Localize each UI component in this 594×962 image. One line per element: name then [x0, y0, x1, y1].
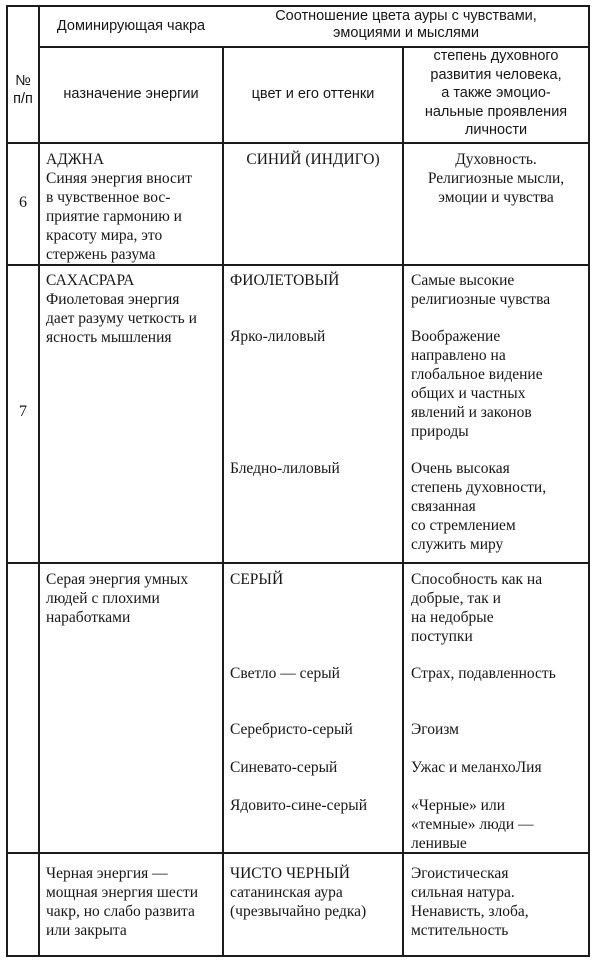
aura-meaning: Воображение направлено на глобальное видение общих и частных явлений и законов природы: [411, 328, 543, 440]
aura-meaning: Эгоистическая сильная натура. Ненависть, злоба, мстительность: [411, 865, 529, 939]
col-divider-num: [38, 5, 40, 957]
header-chakra: Доминирующая чакра: [56, 18, 206, 34]
row-divider-1: [6, 264, 590, 266]
aura-color: ФИОЛЕТОВЫЙ: [230, 272, 340, 289]
aura-meaning: Самые высокие религиозные чувства: [411, 272, 551, 308]
header-num: № п/п: [13, 73, 33, 107]
aura-color: СЕРЫЙ: [230, 571, 284, 588]
aura-color: Светло — серый: [230, 665, 340, 682]
aura-color: ЧИСТО ЧЕРНЫЙ сатанинская аура (чрезвычайно редка): [230, 865, 367, 920]
aura-meaning: Эгоизм: [411, 721, 459, 738]
table-border-left: [6, 5, 8, 957]
aura-color: Ярко-лиловый: [230, 328, 326, 345]
aura-meaning: Способность как на добрые, так и на недобрые поступки: [411, 571, 543, 645]
table-border-top: [6, 5, 590, 7]
table-border-bottom: [6, 955, 590, 957]
aura-meaning: Духовность. Религиозные мысли, эмоции и чувства: [427, 151, 565, 206]
header-energy-purpose: назначение энергии: [63, 86, 199, 102]
aura-color: СИНИЙ (ИНДИГО): [246, 151, 380, 168]
aura-meaning: «Черные» или «темные» люди — ленивые: [411, 797, 534, 852]
header-development: степень духовного развития человека, а также эмоцио- нальные проявления личности: [424, 48, 568, 138]
chakra-description: Черная энергия — мощная энергия шести чакр, но слабо развита или закрыта: [46, 865, 199, 939]
aura-color: Бледно-лиловый: [230, 460, 340, 477]
chakra-description: САХАСРАРА Фиолетовая энергия дает разуму четкость и ясность мышления: [46, 272, 197, 346]
row-num: 7: [19, 403, 27, 420]
chakra-description: Серая энергия умных людей с плохими наработками: [46, 571, 189, 626]
aura-color: Ядовито-сине-серый: [230, 797, 367, 814]
header-color-shades: цвет и его оттенки: [251, 86, 375, 102]
row-divider-2: [6, 562, 590, 564]
header-divider-bottom: [6, 142, 590, 144]
aura-color: Синевато-серый: [230, 759, 338, 776]
chakra-description: АДЖНА Синяя энергия вносит в чувственное вос- приятие гармонию и красоту мира, это стержень разума: [46, 151, 192, 263]
aura-meaning: Страх, подавленность: [411, 665, 556, 682]
table-border-right: [588, 5, 590, 957]
aura-color: Серебристо-серый: [230, 721, 353, 738]
aura-meaning: Очень высокая степень духовности, связанная со стремлением служить миру: [411, 460, 547, 553]
aura-meaning: Ужас и меланхоЛия: [411, 759, 542, 776]
row-num: 6: [19, 194, 27, 211]
col-divider-color: [222, 46, 224, 957]
header-relation: Соотношение цвета ауры с чувствами, эмоциями и мыслями: [275, 8, 537, 41]
